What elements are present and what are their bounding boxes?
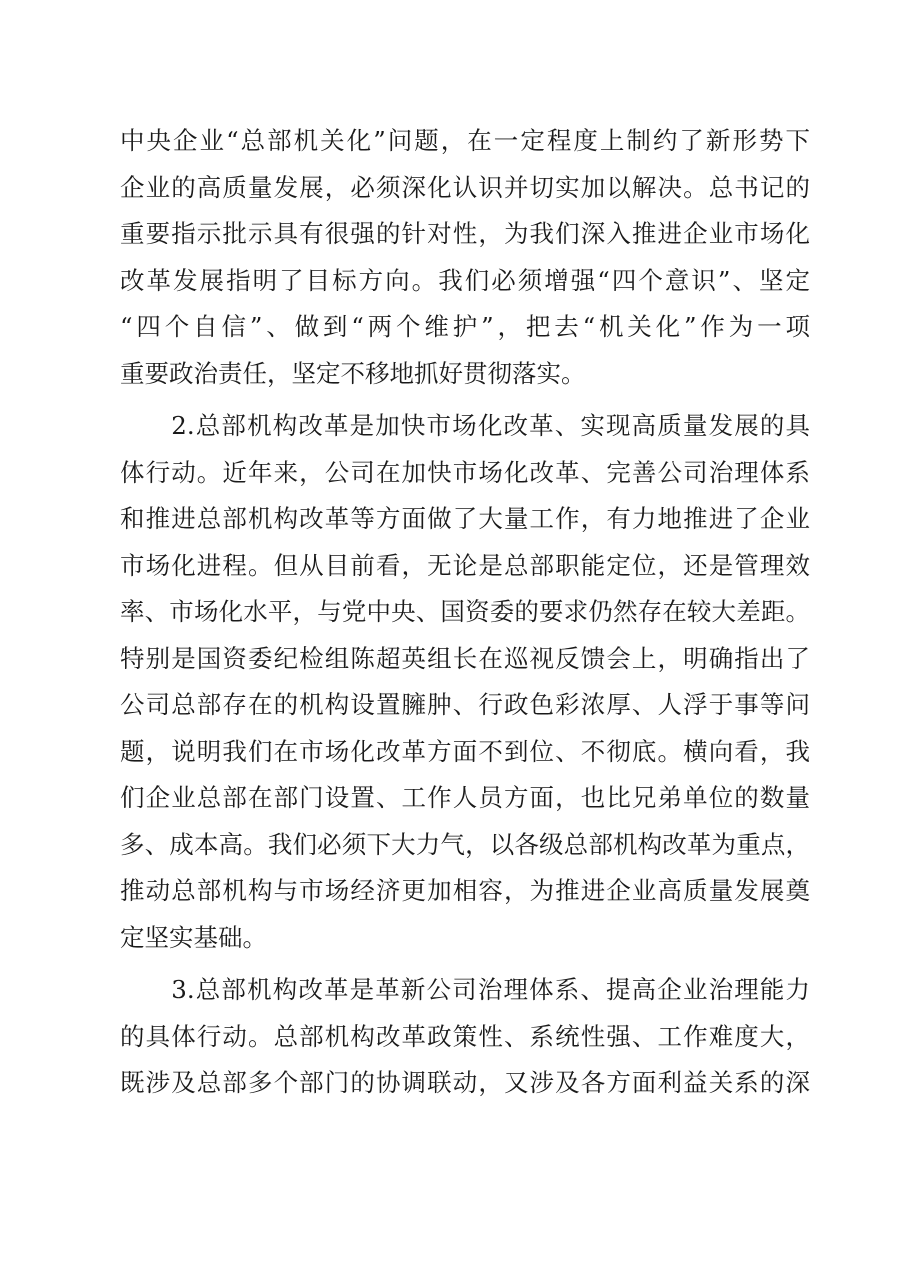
text-line: 率、市场化水平，与党中央、国资委的要求仍然存在较大差距。 xyxy=(120,597,810,626)
text-line: 体行动。近年来，公司在加快市场化改革、完善公司治理体系 xyxy=(120,457,810,487)
text-line: 2.总部机构改革是加快市场化改革、实现高质量发展的具 xyxy=(120,411,810,440)
paragraph-1 xyxy=(120,118,810,397)
text-line: 们企业总部在部门设置、工作人员方面，也比兄弟单位的数量 xyxy=(120,783,810,812)
text-line: 定坚实基础。 xyxy=(120,922,267,952)
text-line: 既涉及总部多个部门的协调联动，又涉及各方面利益关系的深 xyxy=(120,1068,810,1097)
text-line: 3.总部机构改革是革新公司治理体系、提高企业治理能力 xyxy=(120,975,810,1004)
text-line: 题，说明我们在市场化改革方面不到位、不彻底。横向看，我 xyxy=(120,736,810,766)
paragraph-2 xyxy=(120,403,810,961)
text-line: 的具体行动。总部机构改革政策性、系统性强、工作难度大， xyxy=(120,1021,810,1051)
text-line: 企业的高质量发展，必须深化认识并切实加以解决。总书记的 xyxy=(120,172,810,202)
paragraph-3 xyxy=(120,967,810,1107)
text-line: 重要政治责任，坚定不移地抓好贯彻落实。 xyxy=(120,358,586,388)
text-line: 改革发展指明了目标方向。我们必须增强“四个意识”、坚定 xyxy=(120,265,810,295)
document-body xyxy=(120,118,810,1107)
text-line: 和推进总部机构改革等方面做了大量工作，有力地推进了企业 xyxy=(120,504,810,533)
text-line: “四个自信”、做到“两个维护”，把去“机关化”作为一项 xyxy=(120,312,810,341)
text-line: 中央企业“总部机关化”问题，在一定程度上制约了新形势下 xyxy=(120,126,810,155)
text-line: 多、成本高。我们必须下大力气，以各级总部机构改革为重点， xyxy=(120,829,810,859)
text-line: 特别是国资委纪检组陈超英组长在巡视反馈会上，明确指出了 xyxy=(120,643,810,673)
text-line: 重要指示批示具有很强的针对性，为我们深入推进企业市场化 xyxy=(120,219,810,248)
text-line: 市场化进程。但从目前看，无论是总部职能定位，还是管理效 xyxy=(120,550,810,580)
text-line: 公司总部存在的机构设置臃肿、行政色彩浓厚、人浮于事等问 xyxy=(120,690,810,719)
text-line: 推动总部机构与市场经济更加相容，为推进企业高质量发展奠 xyxy=(120,876,810,905)
